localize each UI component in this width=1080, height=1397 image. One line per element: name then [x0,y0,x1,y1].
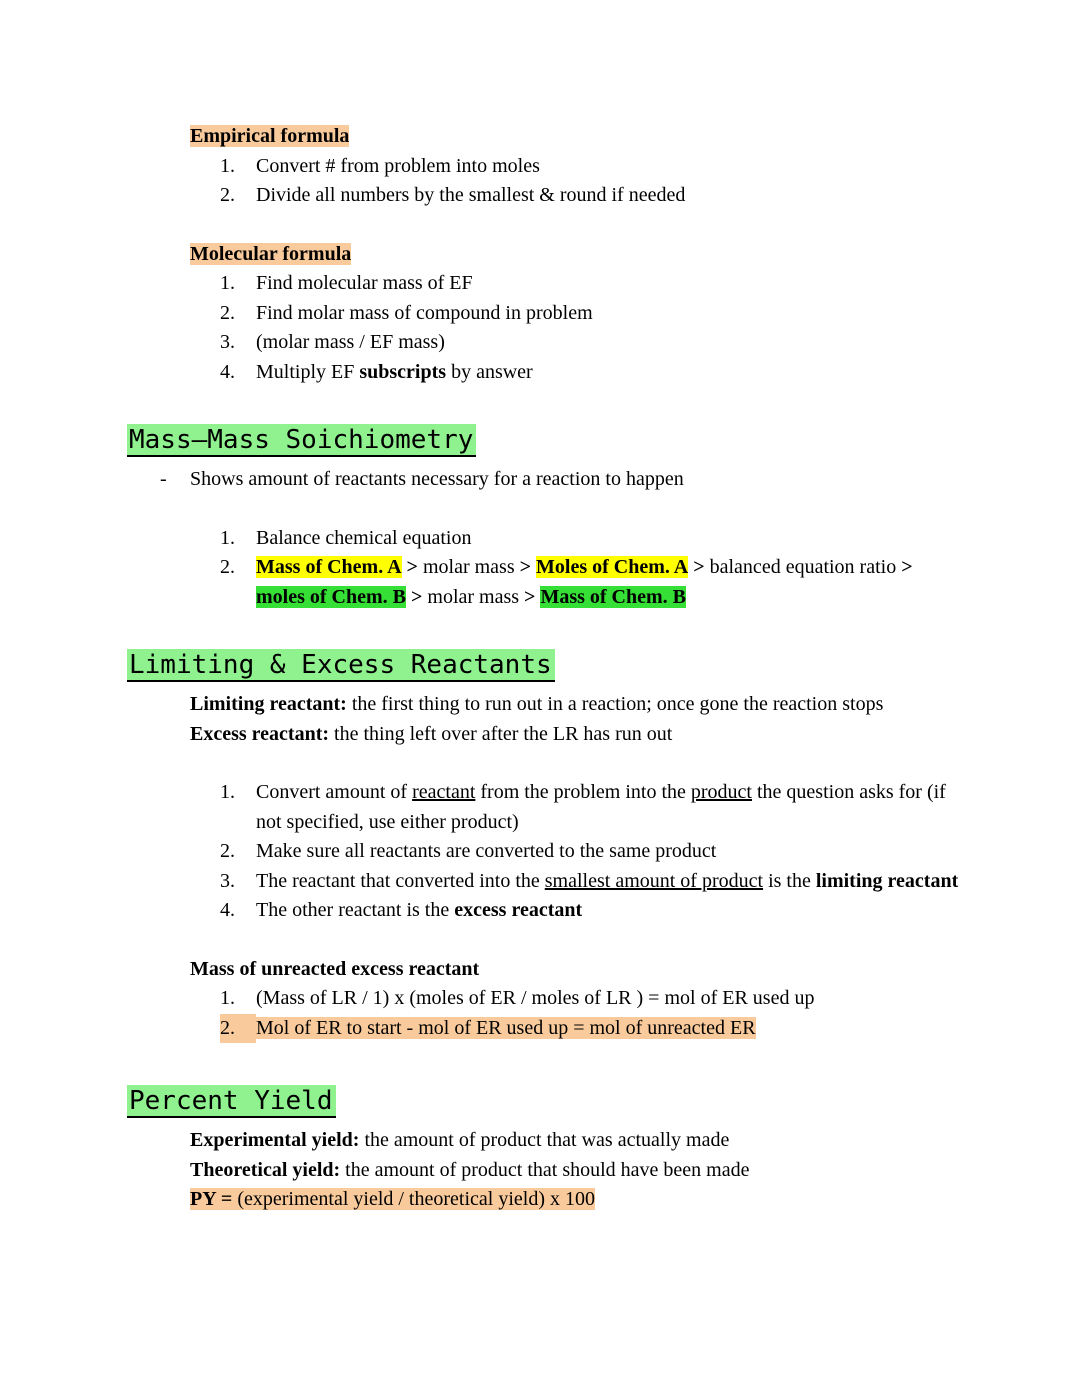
list-item-text [190,465,960,495]
text-run: balanced equation ratio [704,556,902,578]
list-item-text [256,778,960,837]
text-run: the question asks for (if not specified, use either product) [256,781,946,833]
list-marker: 2. [220,184,235,206]
list-marker: 2. [220,301,235,324]
text-run: Mass–Mass Soichiometry [127,424,476,457]
heading-empirical-formula [190,122,960,152]
list-item [220,984,960,1014]
list-item-text [256,181,960,211]
text-run: Excess reactant: [190,722,330,745]
list-marker: 2. [220,556,235,578]
list-item-text [256,152,960,182]
text-run: Moles of Chem. A [536,556,689,578]
list-item-text [256,524,960,554]
spacer [127,211,960,240]
spacer [127,749,960,778]
list-marker: 1. [220,272,235,294]
list-item [220,524,960,554]
list-item [220,299,960,329]
text-run: by answer [446,360,533,383]
text-run: The reactant that converted into the [256,869,545,892]
text-run: subscripts [359,360,447,383]
list-item-text [256,553,960,612]
list-item-text [256,837,960,867]
list-item [220,358,960,388]
list-item-text [256,269,960,299]
list-item [220,1014,960,1044]
list-item [220,328,960,358]
list-item-text [256,299,960,329]
spacer [127,1043,960,1072]
list-item [220,553,960,612]
text-run: Empirical formula [190,125,350,147]
text-run: Experimental yield: [190,1129,360,1151]
text-run: product [690,781,752,803]
list-item [220,837,960,867]
text-run: Multiply EF [256,360,360,383]
text-run: > [693,556,705,578]
text-run: excess reactant [454,899,583,921]
text-run: > [406,556,418,578]
text-run: Limiting reactant: [190,693,347,715]
list-item [220,152,960,182]
bullet-item [160,465,960,495]
text-run: > [519,556,532,578]
list-item-text [256,984,960,1014]
text-run: > [901,556,913,578]
spacer [127,387,960,411]
list-marker: 1. [220,987,235,1009]
text-run: Convert amount of [256,781,413,803]
text-run: Mass of Chem. B [540,585,686,608]
list-marker: 1. [220,154,235,177]
paragraph [190,720,960,750]
text-run: The other reactant is the [256,899,455,921]
list-item-text [256,1014,960,1044]
text-run: Convert # from problem into moles [256,154,540,177]
list-marker: 2. [220,840,235,862]
list-marker: 3. [220,869,235,892]
heading-limiting-excess-reactants [127,648,960,682]
heading-percent-yield [127,1084,960,1118]
text-run: (experimental yield / theoretical yield) x 100 [237,1188,595,1210]
list-item-text [256,358,960,388]
heading-mass-mass-stoichiometry [127,423,960,457]
list-marker: 1. [220,526,235,549]
text-run: molar mass [422,585,525,608]
list-marker: - [160,468,167,490]
text-run: Make sure all reactants are converted to the same product [256,840,717,862]
list-marker: 4. [220,360,235,383]
text-run: Find molecular mass of EF [256,272,473,294]
list-item [220,778,960,837]
text-run: molar mass [417,556,520,578]
text-run: Divide all numbers by the smallest & round if needed [256,184,686,206]
spacer [127,926,960,955]
text-run: Balance chemical equation [256,526,472,549]
text-run: Find molar mass of compound in problem [256,301,593,324]
text-run: Percent Yield [127,1085,336,1118]
paragraph [190,1185,960,1215]
text-run: PY = [190,1188,238,1210]
list-item-text [256,896,960,926]
text-run: Limiting & Excess Reactants [127,649,555,682]
text-run: Shows amount of reactants necessary for a reaction to happen [190,468,684,490]
paragraph [190,1126,960,1156]
subheading-mass-unreacted-excess [190,955,960,985]
list-item [220,896,960,926]
text-run: (Mass of LR / 1) x (moles of ER / moles of LR ) = mol of ER used up [256,987,815,1009]
text-run: reactant [412,781,476,803]
list-marker: 4. [220,899,235,921]
spacer [127,612,960,636]
text-run: (molar mass / EF mass) [256,331,445,353]
text-run: limiting reactant [815,869,959,892]
list-item-text [256,328,960,358]
list-item-text [256,867,960,897]
text-run: > [410,585,423,608]
heading-molecular-formula [190,240,960,270]
list-marker: 3. [220,331,235,353]
text-run: Molecular formula [190,242,352,265]
list-item [220,269,960,299]
text-run: > [524,585,536,608]
text-run: is the [763,869,816,892]
list-marker: 2. [220,1014,256,1044]
text-run: Mass of Chem. A [256,556,402,578]
list-item [220,181,960,211]
text-run: smallest amount of product [544,869,764,892]
paragraph [190,690,960,720]
text-run: moles of Chem. B [256,585,406,608]
text-run: from the problem into the [475,781,691,803]
text-run: the thing left over after the LR has run out [329,722,673,745]
list-marker: 1. [220,781,235,803]
list-item [220,867,960,897]
text-run: the amount of product that was actually made [359,1129,730,1151]
paragraph [190,1156,960,1186]
spacer [127,495,960,524]
text-run: Theoretical yield: [190,1158,341,1181]
document [127,122,960,1215]
text-run: the first thing to run out in a reaction; once gone the reaction stops [346,693,884,715]
text-run: Mass of unreacted excess reactant [190,957,480,980]
text-run: the amount of product that should have been made [340,1158,750,1181]
text-run: Mol of ER to start - mol of ER used up = mol of unreacted ER [256,1016,756,1039]
